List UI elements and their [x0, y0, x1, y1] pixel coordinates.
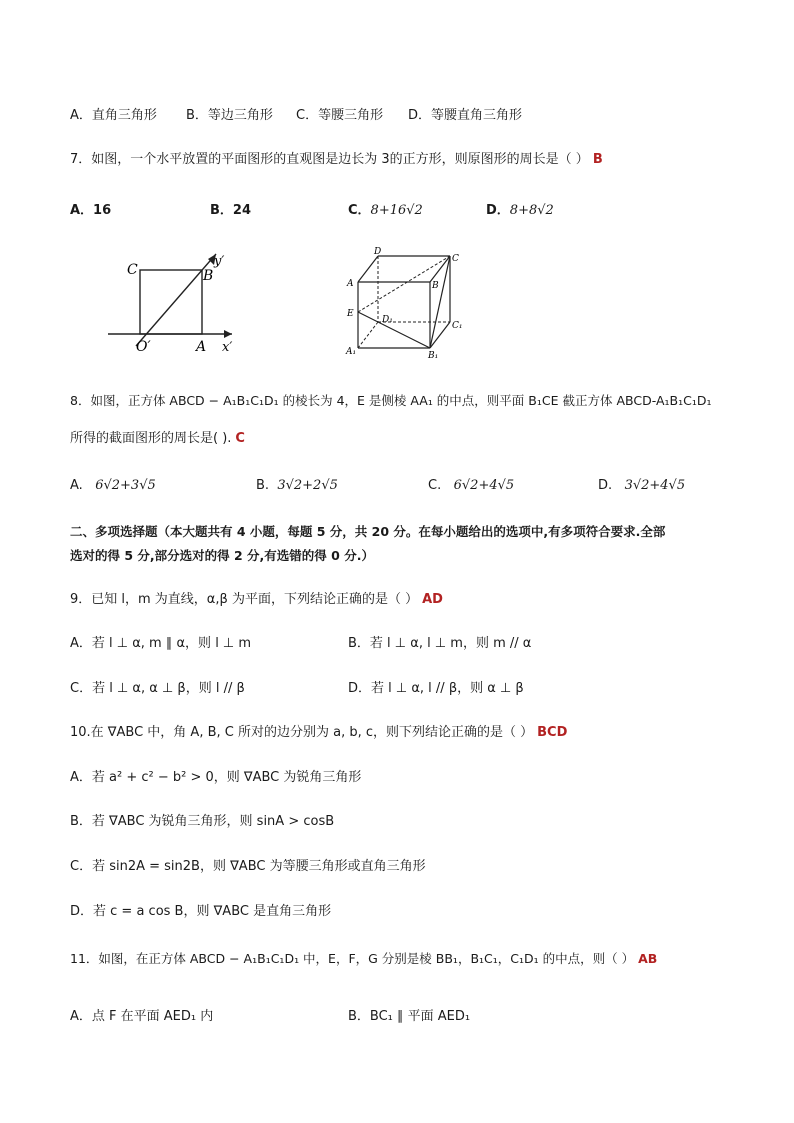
q8-option-a-expr: 6√2+3√5	[95, 478, 156, 493]
q6-option-c: C．等腰三角形	[296, 108, 384, 123]
section-eb1	[358, 312, 430, 348]
q8-option-b	[256, 478, 338, 493]
label-a1: A₁	[346, 347, 357, 357]
edge-da	[358, 256, 378, 282]
q9-stem-line	[70, 588, 443, 607]
edge-d1a1	[358, 322, 378, 348]
label-c: C	[127, 262, 138, 278]
q9-option-a: A．若 l ⊥ α, m ∥ α，则 l ⊥ m	[70, 636, 252, 651]
q7-stem-line	[70, 148, 603, 167]
label-d: D	[374, 247, 382, 257]
q8-stem2: 所得的截面图形的周长是( ).	[70, 431, 232, 446]
q7-option-c-expr: 8+16√2	[370, 203, 423, 218]
x-axis-arrow	[224, 330, 232, 338]
q10-stem-line	[70, 721, 567, 740]
label-a: A	[196, 339, 207, 355]
q6-option-d: D．等腰直角三角形	[408, 108, 523, 123]
q8-option-d	[598, 478, 685, 493]
q8-option-c	[428, 478, 514, 493]
q7-option-c	[348, 199, 423, 218]
label-c1: C₁	[452, 321, 463, 331]
q7-option-b: B．24	[210, 203, 251, 218]
section2-line1: 二、多项选择题（本大题共有 4 小题，每题 5 分，共 20 分。在每小题给出的选项中,有多项符合要求.全部	[70, 524, 666, 539]
q6-option-b: B．等边三角形	[186, 108, 273, 123]
q7-option-d-expr: 8+8√2	[509, 203, 554, 218]
q6-option-a: A．直角三角形	[70, 108, 157, 123]
label-c: C	[452, 254, 459, 264]
q11-stem-line	[70, 949, 657, 967]
q9-option-c: C．若 l ⊥ α, α ⊥ β，则 l // β	[70, 681, 245, 696]
q8-stem-line2	[70, 427, 245, 446]
q7-option-d	[486, 199, 554, 218]
label-a: A	[347, 279, 354, 289]
label-b: B	[203, 268, 214, 284]
q7-stem: 7．如图，一个水平放置的平面图形的直观图是边长为 3的正方形，则原图形的周长是（ ）	[70, 152, 589, 167]
q8-stem: 8．如图，正方体 ABCD − A₁B₁C₁D₁ 的棱长为 4，E 是侧棱 AA₁ 的中点，则平面 B₁CE 截正方体 ABCD-A₁B₁C₁D₁	[70, 393, 712, 408]
label-d1: D₁	[382, 315, 393, 325]
q10-option-a: A．若 a² + c² − b² > 0，则 ∇ABC 为锐角三角形	[70, 770, 362, 785]
q10-option-c: C．若 sin2A = sin2B，则 ∇ABC 为等腰三角形或直角三角形	[70, 859, 426, 874]
q7-answer: B	[592, 152, 603, 167]
q9-option-b: B．若 l ⊥ α, l ⊥ m，则 m // α	[348, 636, 532, 651]
figure-cube	[340, 244, 480, 362]
q7-option-c-label: C．	[348, 203, 371, 218]
square	[140, 270, 202, 334]
q8-option-c-expr: 6√2+4√5	[453, 478, 515, 493]
q10-stem: 10.在 ∇ABC 中，角 A, B, C 所对的边分别为 a, b, c，则下列结论正确的是（ ）	[70, 725, 534, 740]
q8-answer: C	[235, 431, 245, 446]
q8-option-a	[70, 478, 156, 493]
label-b: B	[432, 281, 439, 291]
q7-option-a: A．16	[70, 203, 112, 218]
q11-answer: AB	[638, 951, 658, 966]
q8-option-b-label: B.	[256, 478, 270, 493]
q9-option-d: D．若 l ⊥ α, l // β，则 α ⊥ β	[348, 681, 524, 696]
label-x: x′	[222, 340, 233, 355]
q10-answer: BCD	[537, 725, 568, 740]
q8-option-b-expr: 3√2+2√5	[277, 478, 338, 493]
q10-option-b: B．若 ∇ABC 为锐角三角形，则 sinA > cosB	[70, 814, 335, 829]
figure-oblique-square	[100, 248, 250, 360]
q9-answer: AD	[422, 592, 443, 607]
label-e: E	[347, 309, 354, 319]
q8-option-d-label: D.	[598, 478, 613, 493]
q9-stem: 9．已知 l，m 为直线，α,β 为平面，下列结论正确的是（ ）	[70, 592, 419, 607]
q11-option-b: B．BC₁ ∥ 平面 AED₁	[348, 1009, 471, 1024]
label-y: y′	[214, 254, 225, 269]
q11-stem: 11．如图，在正方体 ABCD − A₁B₁C₁D₁ 中，E，F，G 分别是棱 BB₁，B₁C₁，C₁D₁ 的中点，则（ ）	[70, 951, 635, 966]
q8-option-a-label: A.	[70, 478, 83, 493]
label-o: O′	[136, 339, 151, 355]
label-b1: B₁	[428, 351, 439, 361]
section2-line2: 选对的得 5 分,部分选对的得 2 分,有选错的得 0 分.）	[70, 548, 374, 563]
q11-option-a: A．点 F 在平面 AED₁ 内	[70, 1009, 214, 1024]
q8-option-d-expr: 3√2+4√5	[624, 478, 686, 493]
q10-option-d: D．若 c = a cos B，则 ∇ABC 是直角三角形	[70, 904, 332, 919]
q8-option-c-label: C.	[428, 478, 442, 493]
q7-option-d-label: D．	[486, 203, 510, 218]
